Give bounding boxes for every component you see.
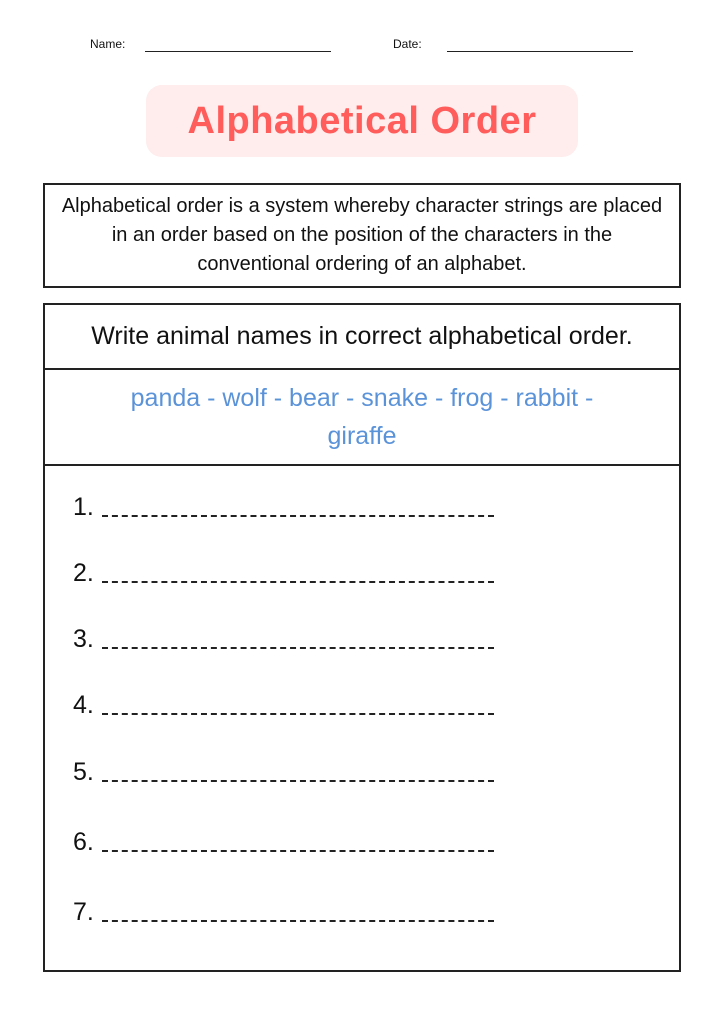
- answer-blank[interactable]: [102, 778, 494, 782]
- definition-box: [43, 183, 681, 288]
- page-title: Alphabetical Order: [187, 99, 537, 142]
- answer-line[interactable]: [73, 625, 494, 654]
- answer-blank[interactable]: [102, 513, 494, 517]
- name-field[interactable]: [145, 51, 331, 52]
- item-number: 7.: [73, 898, 94, 926]
- definition-text: Alphabetical order is a system whereby character strings are placed in an order based on the position of the characters in the conventional ordering of an alphabet.: [61, 195, 663, 275]
- answer-blank[interactable]: [102, 579, 494, 583]
- answer-line[interactable]: [73, 828, 494, 857]
- name-label: Name:: [90, 37, 126, 51]
- item-number: 2.: [73, 559, 94, 587]
- answer-line[interactable]: [73, 758, 494, 787]
- answer-blank[interactable]: [102, 848, 494, 852]
- exercise-box: [43, 303, 681, 972]
- answer-blank[interactable]: [102, 918, 494, 922]
- date-field[interactable]: [447, 51, 633, 52]
- answer-line[interactable]: [73, 898, 494, 927]
- answer-line[interactable]: [73, 691, 494, 720]
- item-number: 1.: [73, 493, 94, 521]
- answer-blank[interactable]: [102, 645, 494, 649]
- word-list: panda - wolf - bear - snake - frog - rabbit - giraffe: [45, 370, 679, 466]
- item-number: 5.: [73, 758, 94, 786]
- item-number: 3.: [73, 625, 94, 653]
- answer-line[interactable]: [73, 493, 494, 522]
- item-number: 4.: [73, 691, 94, 719]
- answer-line[interactable]: [73, 559, 494, 588]
- item-number: 6.: [73, 828, 94, 856]
- title-banner: [146, 85, 578, 157]
- answer-blank[interactable]: [102, 711, 494, 715]
- instruction: Write animal names in correct alphabetical order.: [45, 305, 679, 370]
- date-label: Date:: [393, 37, 422, 51]
